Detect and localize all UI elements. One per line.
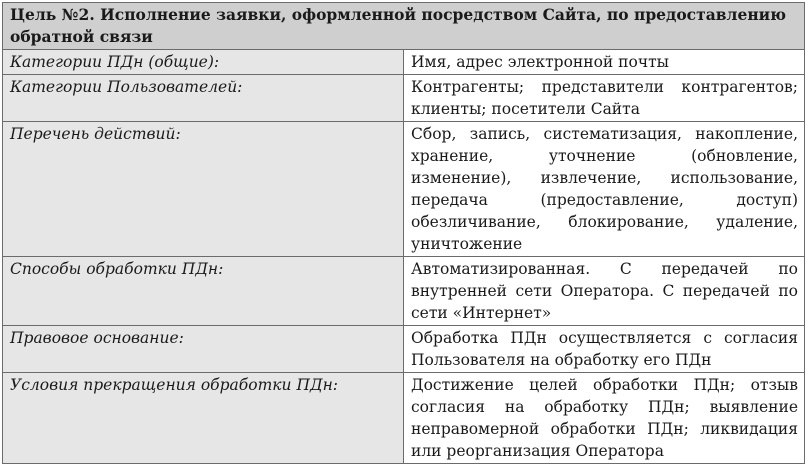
table-row [3,257,805,326]
row-label-processing-methods: Способы обработки ПДн: [3,257,404,326]
row-value-legal-basis: Обработка ПДн осуществляется с согласия Пользователя на обработку его ПДн [404,326,805,373]
row-label-legal-basis: Правовое основание: [3,326,404,373]
row-label-pd-categories: Категории ПДн (общие): [3,50,404,75]
row-label-actions: Перечень действий: [3,122,404,257]
table-row [3,75,805,122]
row-value-termination-conditions: Достижение целей обработки ПДн; отзыв согласия на обработку ПДн; выявление неправомерной обработки ПДн; ликвидация или реорганизация Оператора [404,373,805,464]
row-value-actions: Сбор, запись, систематизация, накопление, хранение, уточнение (обновление, изменение), извлечение, использование, передача (предоставление, доступ) обезличивание, блокирование, удаление, уничтожение [404,122,805,257]
table-header-row [3,3,805,50]
table-row [3,122,805,257]
row-value-pd-categories: Имя, адрес электронной почты [404,50,805,75]
table-header: Цель №2. Исполнение заявки, оформленной посредством Сайта, по предоставлению обратной связи [3,3,805,50]
table-row [3,326,805,373]
row-value-processing-methods: Автоматизированная. С передачей по внутренней сети Оператора. С передачей по сети «Интернет» [404,257,805,326]
table-row [3,50,805,75]
purpose-table [2,2,805,464]
row-label-termination-conditions: Условия прекращения обработки ПДн: [3,373,404,464]
table-row [3,373,805,464]
row-value-user-categories: Контрагенты; представители контрагентов; клиенты; посетители Сайта [404,75,805,122]
row-label-user-categories: Категории Пользователей: [3,75,404,122]
